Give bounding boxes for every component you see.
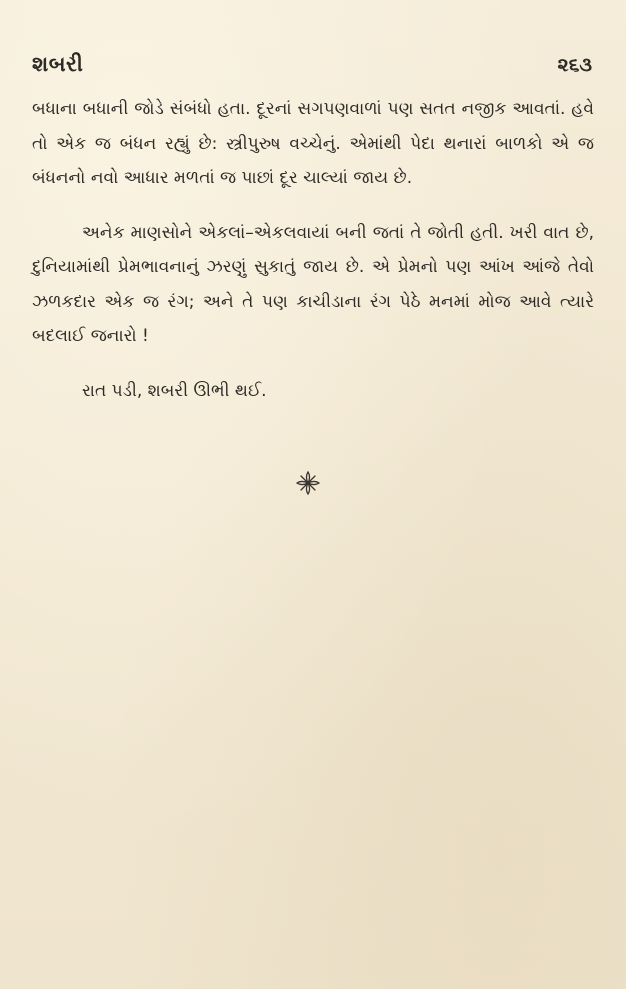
body-text (32, 92, 594, 408)
page-number: ૨૬૩ (557, 54, 592, 76)
running-head-title: શબરી (32, 52, 84, 76)
floral-ornament-icon (295, 470, 321, 496)
paragraph-1: બધાના બધાની જોડે સંબંધો હતા. દૂરનાં સગપણવાળાં પણ સતત નજીક આવતાં. હવે તો એક જ બંધન રહ્યું છે: સ્ત્રીપુરુષ વચ્ચેનું. એમાંથી પેદા થનારાં બાળકો એ જ બંધનનો નવો આધાર મળતાં જ પાછાં દૂર ચાલ્યાં જાય છે. (32, 99, 594, 188)
paragraph-3: રાત પડી, શબરી ઊભી થઈ. (82, 380, 267, 401)
paragraph-2: અનેક માણસોને એકલાં–એકલવાયાં બની જતાં તે જોતી હતી. ખરી વાત છે, દુનિયામાંથી પ્રેમભાવનાનું ઝરણું સુકાતું જાય છે. એ પ્રેમનો પણ આંખ આંજે તેવો ઝળકદાર એક જ રંગ; અને તે પણ કાચીડાના રંગ પેઠે મનમાં મોજ આવે ત્યારે બદલાઈ જનારો ! (32, 222, 594, 346)
